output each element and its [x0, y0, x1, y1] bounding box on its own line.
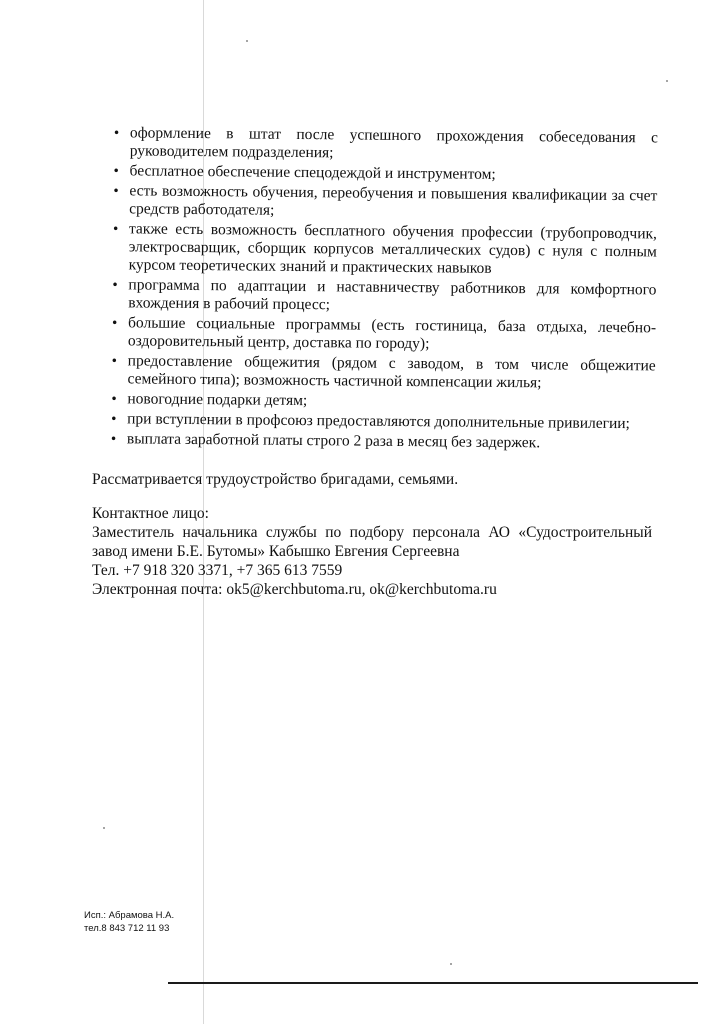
contact-phones: Тел. +7 918 320 3371, +7 365 613 7559	[92, 562, 343, 579]
brigades-note: Рассматривается трудоустройство бригадами, семьями.	[92, 471, 459, 488]
benefit-item: • бесплатное обеспечение спецодеждой и инструментом;	[91, 162, 657, 185]
contact-block	[92, 504, 652, 599]
benefit-item: • также есть возможность бесплатного обучения профессии (трубопроводчик, электросварщик, сборщик корпусов металлических судов) с нуля с полным курсом теоретических знаний и практических навыков	[91, 220, 657, 279]
benefit-item: • выплата заработной платы строго 2 раза в месяц без задержек.	[89, 430, 655, 453]
executor-name: Исп.: Абрамова Н.А.	[84, 910, 175, 921]
scan-speck	[666, 80, 668, 82]
executor-block	[84, 909, 174, 935]
contact-person: Заместитель начальника службы по подбору персонала АО «Судостроительный завод имени Б.Е. Бутомы» Кабышко Евгения Сергеевна	[92, 524, 652, 560]
benefit-item: • новогодние подарки детям;	[89, 390, 655, 413]
scan-speck	[103, 827, 105, 829]
benefit-item: • большие социальные программы (есть гостиница, база отдыха, лечебно-оздоровительный центр, доставка по городу);	[90, 314, 656, 355]
bottom-rule	[168, 982, 698, 984]
benefit-item: • есть возможность обучения, переобучения и повышения квалификации за счет средств работодателя;	[91, 182, 657, 223]
benefits-list	[89, 124, 658, 455]
scan-speck	[450, 963, 452, 965]
executor-phone: тел.8 843 712 11 93	[84, 923, 170, 934]
contact-email: Электронная почта: ok5@kerchbutoma.ru, ok@kerchbutoma.ru	[92, 581, 497, 598]
contact-heading: Контактное лицо:	[92, 505, 209, 522]
benefit-item: • оформление в штат после успешного прохождения собеседования с руководителем подразделения;	[92, 124, 658, 165]
benefit-item: • предоставление общежития (рядом с заводом, в том числе общежитие семейного типа); возможность частичной компенсации жилья;	[89, 352, 655, 393]
benefit-item: • при вступлении в профсоюз предоставляются дополнительные привилегии;	[89, 410, 655, 433]
scan-speck	[246, 40, 248, 42]
benefit-item: • программа по адаптации и наставничеству работников для комфортного вхождения в рабочий процесс;	[90, 276, 656, 317]
